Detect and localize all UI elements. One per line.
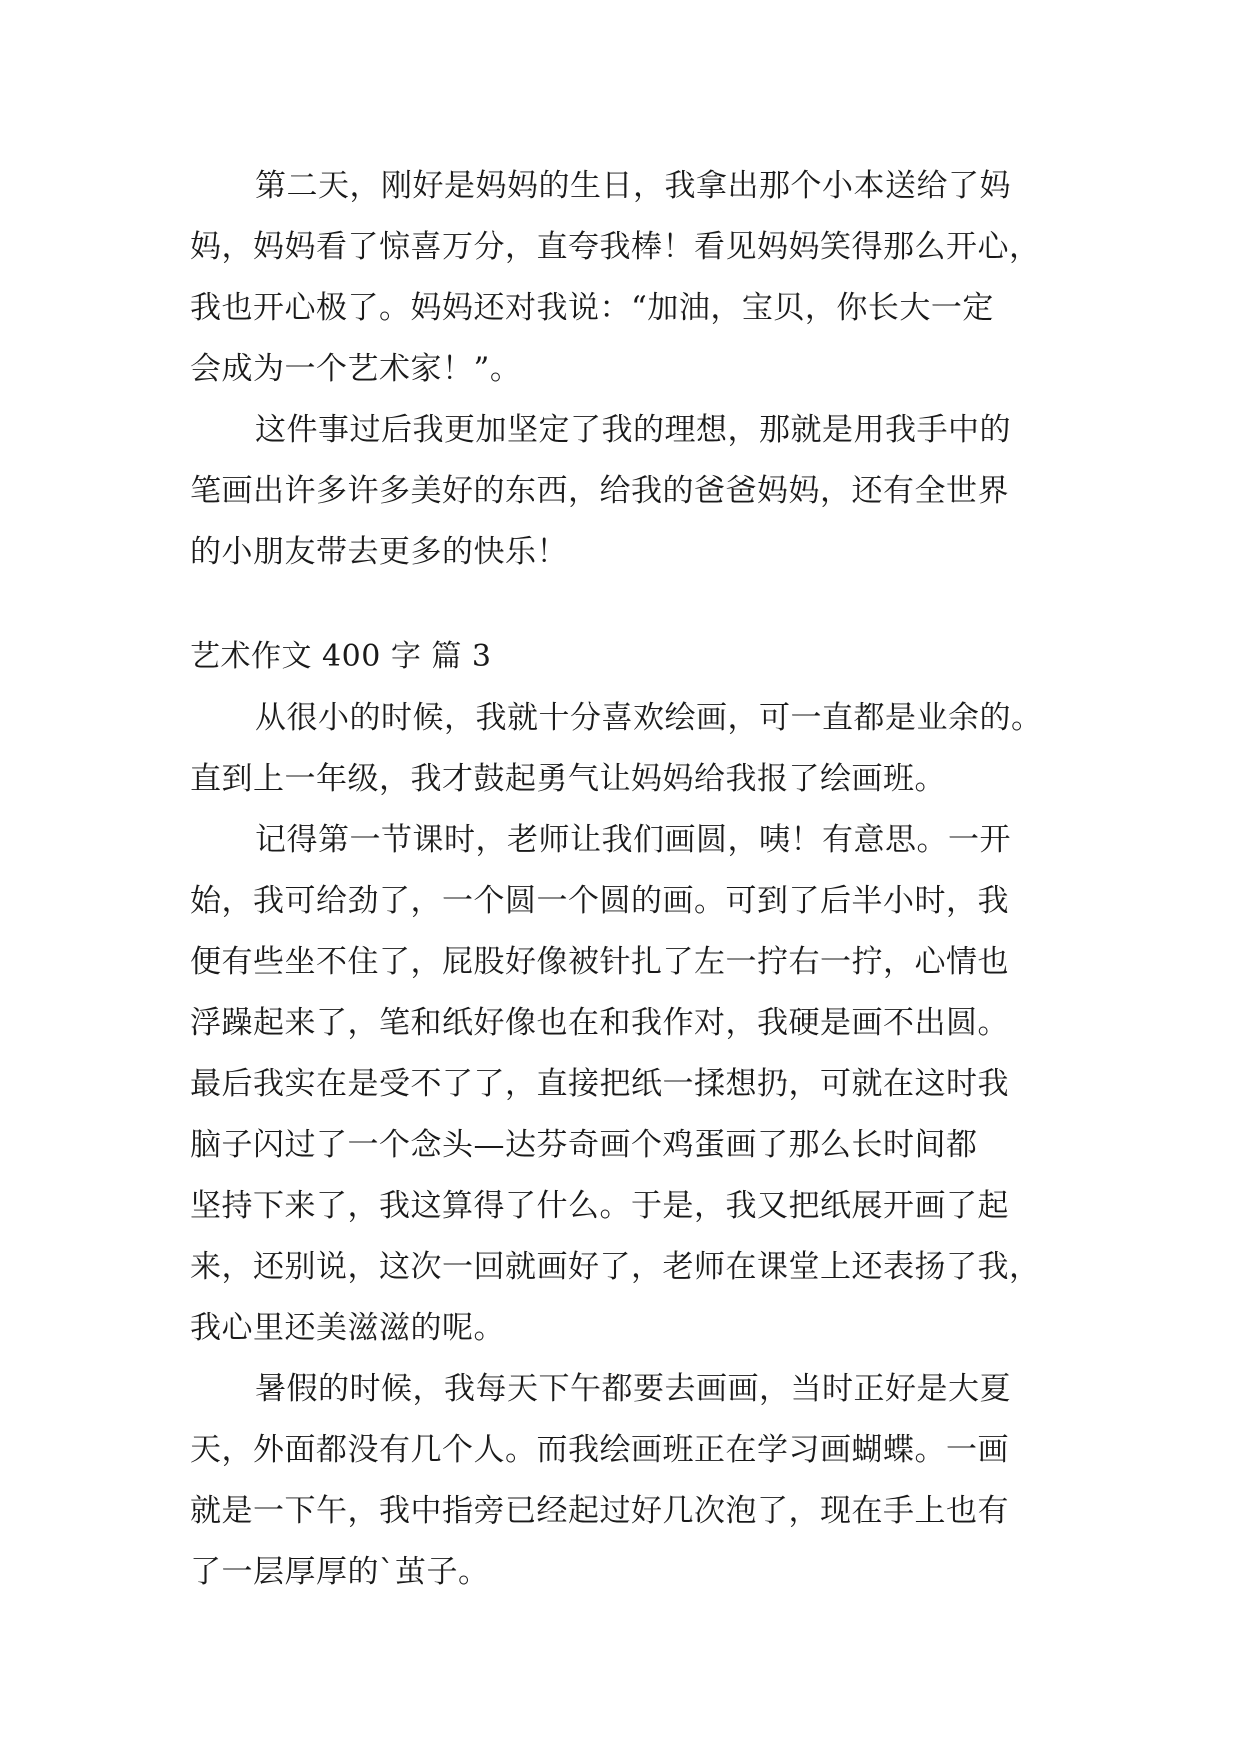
paragraph-line: 会成为一个艺术家！”。 — [190, 351, 522, 387]
section-heading: 艺术作文 400 字 篇 3 — [190, 639, 492, 674]
paragraph-line: 始，我可给劲了，一个圆一个圆的画。可到了后半小时，我 — [190, 883, 1009, 919]
paragraph-line: 记得第一节课时，老师让我们画圆，咦！有意思。一开 — [255, 822, 1011, 858]
paragraph-line: 脑子闪过了一个念头—达芬奇画个鸡蛋画了那么长时间都 — [190, 1127, 978, 1163]
paragraph-line: 就是一下午，我中指旁已经起过好几次泡了，现在手上也有 — [190, 1493, 1009, 1529]
paragraph-line: 从很小的时候，我就十分喜欢绘画，可一直都是业余的。 — [255, 700, 1043, 736]
paragraph-line: 我心里还美滋滋的呢。 — [190, 1310, 505, 1346]
paragraph-line: 我也开心极了。妈妈还对我说：“加油，宝贝，你长大一定 — [190, 290, 994, 326]
paragraph-line: 坚持下来了，我这算得了什么。于是，我又把纸展开画了起 — [190, 1188, 1009, 1224]
paragraph-line: 这件事过后我更加坚定了我的理想，那就是用我手中的 — [255, 412, 1011, 448]
paragraph-line: 便有些坐不住了，屁股好像被针扎了左一拧右一拧，心情也 — [190, 944, 1009, 980]
paragraph-line: 直到上一年级，我才鼓起勇气让妈妈给我报了绘画班。 — [190, 761, 946, 797]
paragraph-line: 暑假的时候，我每天下午都要去画画，当时正好是大夏 — [255, 1371, 1011, 1407]
paragraph-line: 浮躁起来了，笔和纸好像也在和我作对，我硬是画不出圆。 — [190, 1005, 1009, 1041]
paragraph-line: 了一层厚厚的`茧子。 — [190, 1554, 490, 1590]
paragraph-line: 妈，妈妈看了惊喜万分，直夸我棒！看见妈妈笑得那么开心， — [190, 229, 1041, 265]
paragraph-line: 第二天，刚好是妈妈的生日，我拿出那个小本送给了妈 — [255, 168, 1011, 204]
paragraph-line: 来，还别说，这次一回就画好了，老师在课堂上还表扬了我， — [190, 1249, 1041, 1285]
paragraph-line: 天，外面都没有几个人。而我绘画班正在学习画蝴蝶。一画 — [190, 1432, 1009, 1468]
paragraph-line: 最后我实在是受不了了，直接把纸一揉想扔，可就在这时我 — [190, 1066, 1009, 1102]
paragraph-line: 的小朋友带去更多的快乐！ — [190, 534, 568, 570]
paragraph-line: 笔画出许多许多美好的东西，给我的爸爸妈妈，还有全世界 — [190, 473, 1009, 509]
